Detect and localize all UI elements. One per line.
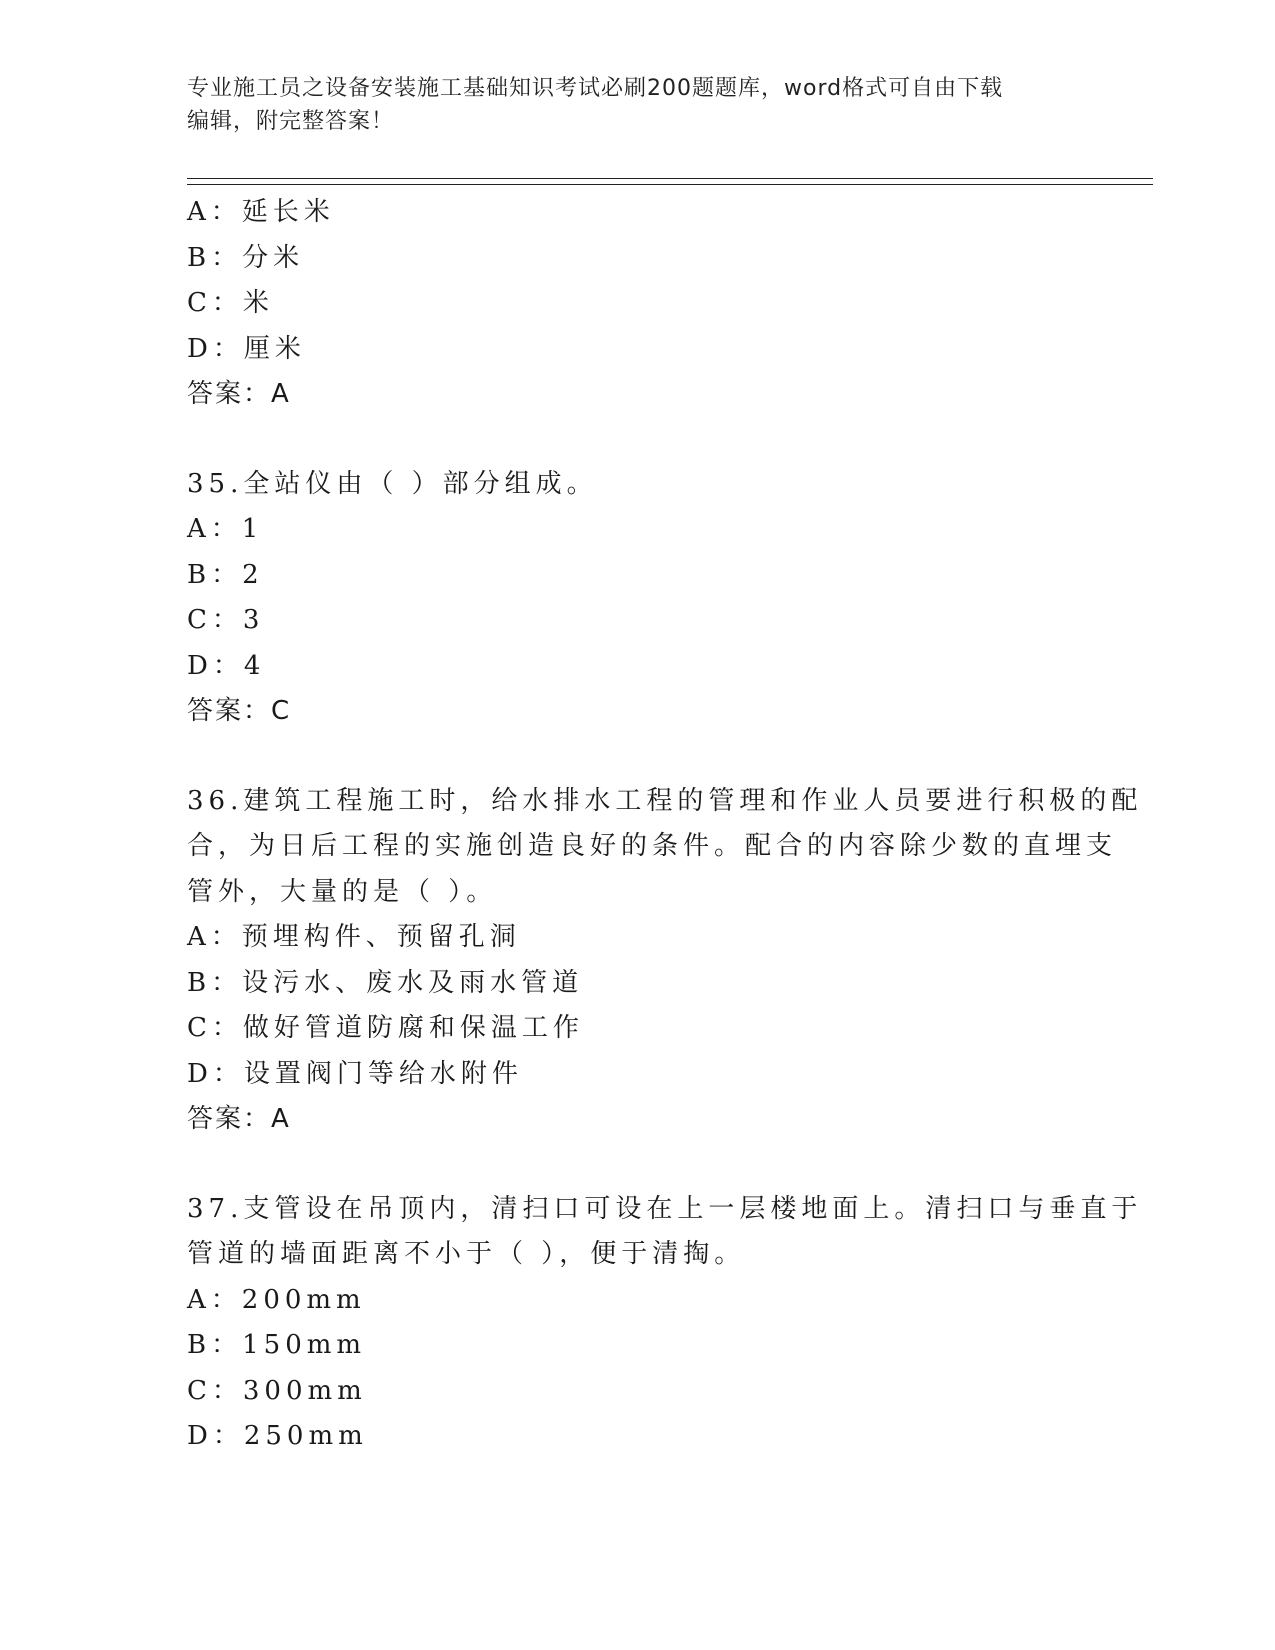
option-b: B：150mm — [187, 1330, 367, 1360]
header-title-line-2: 编辑，附完整答案！ — [187, 109, 395, 134]
option-b: B：分米 — [187, 242, 305, 273]
option-d: D：厘米 — [187, 333, 306, 364]
option-d: D：4 — [187, 650, 266, 681]
header-title-line-1: 专业施工员之设备安装施工基础知识考试必刷200题题库，word格式可自由下载 — [187, 76, 1004, 101]
question-34 — [187, 190, 1087, 418]
option-a: A：预埋构件、预留孔洞 — [187, 922, 521, 952]
option-d: D：设置阀门等给水附件 — [187, 1058, 523, 1089]
question-stem-line-2: 管道的墙面距离不小于（ ），便于清掏。 — [187, 1239, 746, 1269]
answer-line: 答案：A — [187, 1104, 291, 1134]
answer-line: 答案：A — [187, 379, 291, 409]
question-stem-line-3: 管外，大量的是（ ）。 — [187, 876, 498, 907]
page-header — [187, 72, 1067, 138]
answer-line: 答案：C — [187, 696, 292, 726]
question-35 — [187, 462, 1087, 735]
option-a: A：1 — [187, 514, 264, 544]
header-divider — [187, 178, 1153, 185]
question-stem-line-2: 合，为日后工程的实施创造良好的条件。配合的内容除少数的直埋支 — [187, 831, 1118, 861]
option-b: B：设污水、废水及雨水管道 — [187, 967, 584, 998]
question-stem-line-1: 36.建筑工程施工时，给水排水工程的管理和作业人员要进行积极的配 — [187, 785, 1143, 816]
question-content — [187, 190, 1143, 1460]
option-d: D：250mm — [187, 1421, 368, 1451]
option-c: C：3 — [187, 605, 265, 635]
option-c: C：300mm — [187, 1375, 367, 1406]
question-stem-line-1: 37.支管设在吊顶内，清扫口可设在上一层楼地面上。清扫口与垂直于 — [187, 1193, 1143, 1224]
question-stem: 35.全站仪由（ ）部分组成。 — [187, 468, 598, 499]
option-c: C：做好管道防腐和保温工作 — [187, 1013, 584, 1043]
option-a: A：200mm — [187, 1284, 366, 1315]
question-36 — [187, 779, 1143, 1143]
option-c: C：米 — [187, 288, 274, 318]
option-a: A：延长米 — [187, 197, 335, 227]
option-b: B：2 — [187, 559, 264, 590]
question-37 — [187, 1187, 1143, 1460]
